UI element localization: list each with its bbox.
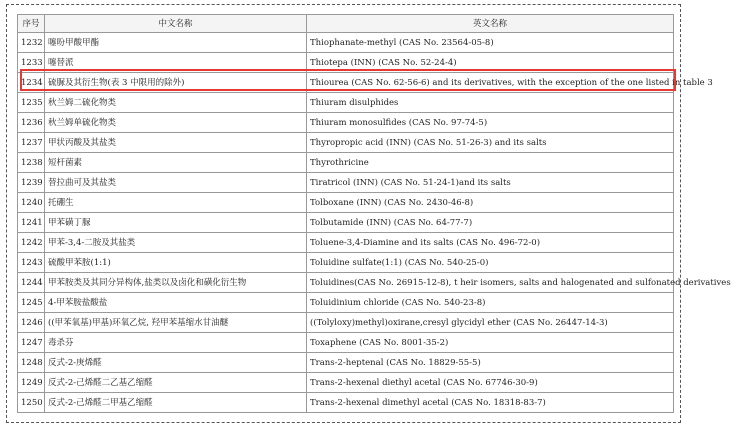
row-number: 1240 <box>18 193 45 213</box>
row-number: 1241 <box>18 213 45 233</box>
row-english-name: Thiotepa (INN) (CAS No. 52-24-4) <box>307 53 674 73</box>
table-row <box>18 53 674 73</box>
header-chinese-name: 中文名称 <box>45 15 307 33</box>
row-number: 1246 <box>18 313 45 333</box>
row-english-name: Tolboxane (INN) (CAS No. 2430-46-8) <box>307 193 674 213</box>
row-english-name: Thyrothricine <box>307 153 674 173</box>
row-english-name: Thiophanate-methyl (CAS No. 23564-05-8) <box>307 33 674 53</box>
row-chinese-name: 毒杀芬 <box>45 333 307 353</box>
row-chinese-name: 噻替派 <box>45 53 307 73</box>
table-row <box>18 33 674 53</box>
row-number: 1236 <box>18 113 45 133</box>
table-row <box>18 133 674 153</box>
row-number: 1244 <box>18 273 45 293</box>
row-english-name: Thyropropic acid (INN) (CAS No. 51-26-3) and its salts <box>307 133 674 153</box>
header-number: 序号 <box>18 15 45 33</box>
row-number: 1243 <box>18 253 45 273</box>
row-number: 1239 <box>18 173 45 193</box>
table-row <box>18 93 674 113</box>
row-english-name: Toluene-3,4-Diamine and its salts (CAS No. 496-72-0) <box>307 233 674 253</box>
table-row <box>18 273 674 293</box>
row-chinese-name: 噻吩甲酸甲酯 <box>45 33 307 53</box>
table-row <box>18 373 674 393</box>
table-row <box>18 113 674 133</box>
table-row <box>18 193 674 213</box>
row-chinese-name: 反式-2-己烯醛二乙基乙缩醛 <box>45 373 307 393</box>
row-english-name: Thiuram monosulfides (CAS No. 97-74-5) <box>307 113 674 133</box>
row-english-name: ((Tolyloxy)methyl)oxirane,cresyl glycidyl ether (CAS No. 26447-14-3) <box>307 313 674 333</box>
row-english-name: Trans-2-hexenal dimethyl acetal (CAS No. 18318-83-7) <box>307 393 674 413</box>
row-english-name: Tolbutamide (INN) (CAS No. 64-77-7) <box>307 213 674 233</box>
row-number: 1234 <box>18 73 45 93</box>
row-chinese-name: ((甲苯氧基)甲基)环氧乙烷, 羟甲苯基缩水甘油醚 <box>45 313 307 333</box>
table-row <box>18 333 674 353</box>
substance-table <box>17 14 731 413</box>
row-number: 1248 <box>18 353 45 373</box>
row-number: 1242 <box>18 233 45 253</box>
row-chinese-name: 替拉曲可及其盐类 <box>45 173 307 193</box>
row-number: 1238 <box>18 153 45 173</box>
row-chinese-name: 甲状丙酸及其盐类 <box>45 133 307 153</box>
table-row <box>18 153 674 173</box>
table-row <box>18 353 674 373</box>
row-number: 1233 <box>18 53 45 73</box>
table-row <box>18 393 674 413</box>
row-english-name: Toluidine sulfate(1:1) (CAS No. 540-25-0) <box>307 253 674 273</box>
row-chinese-name: 秋兰姆单硫化物类 <box>45 113 307 133</box>
row-chinese-name: 硫脲及其衍生物(表 3 中限用的除外) <box>45 73 307 93</box>
row-chinese-name: 托硼生 <box>45 193 307 213</box>
row-english-name: Toluidines(CAS No. 26915-12-8), t heir isomers, salts and halogenated and sulfonated derivatives <box>307 273 674 293</box>
table-header-row <box>18 15 674 33</box>
row-english-name: Tiratricol (INN) (CAS No. 51-24-1)and its salts <box>307 173 674 193</box>
row-chinese-name: 反式-2-庚烯醛 <box>45 353 307 373</box>
row-english-name: Toluidinium chloride (CAS No. 540-23-8) <box>307 293 674 313</box>
row-number: 1245 <box>18 293 45 313</box>
table-row <box>18 213 674 233</box>
row-number: 1232 <box>18 33 45 53</box>
table-row <box>18 293 674 313</box>
row-english-name: Thiourea (CAS No. 62-56-6) and its derivatives, with the exception of the one listed in table 3 <box>307 73 674 93</box>
row-english-name: Trans-2-heptenal (CAS No. 18829-55-5) <box>307 353 674 373</box>
table-row <box>18 173 674 193</box>
header-english-name: 英文名称 <box>307 15 674 33</box>
row-number: 1235 <box>18 93 45 113</box>
row-chinese-name: 甲苯磺丁脲 <box>45 213 307 233</box>
row-chinese-name: 短杆菌素 <box>45 153 307 173</box>
row-chinese-name: 反式-2-己烯醛二甲基乙缩醛 <box>45 393 307 413</box>
row-number: 1247 <box>18 333 45 353</box>
row-number: 1237 <box>18 133 45 153</box>
row-english-name: Thiuram disulphides <box>307 93 674 113</box>
row-english-name: Trans-2-hexenal diethyl acetal (CAS No. 67746-30-9) <box>307 373 674 393</box>
row-chinese-name: 4-甲苯胺盐酸盐 <box>45 293 307 313</box>
table-row <box>18 313 674 333</box>
table-row-highlighted <box>18 73 674 93</box>
row-chinese-name: 硫酸甲苯胺(1:1) <box>45 253 307 273</box>
row-chinese-name: 甲苯胺类及其同分异构体,盐类以及卤化和磺化衍生物 <box>45 273 307 293</box>
table-row <box>18 253 674 273</box>
row-chinese-name: 甲苯-3,4-二胺及其盐类 <box>45 233 307 253</box>
row-number: 1249 <box>18 373 45 393</box>
table-row <box>18 233 674 253</box>
row-number: 1250 <box>18 393 45 413</box>
row-chinese-name: 秋兰姆二硫化物类 <box>45 93 307 113</box>
row-english-name: Toxaphene (CAS No. 8001-35-2) <box>307 333 674 353</box>
